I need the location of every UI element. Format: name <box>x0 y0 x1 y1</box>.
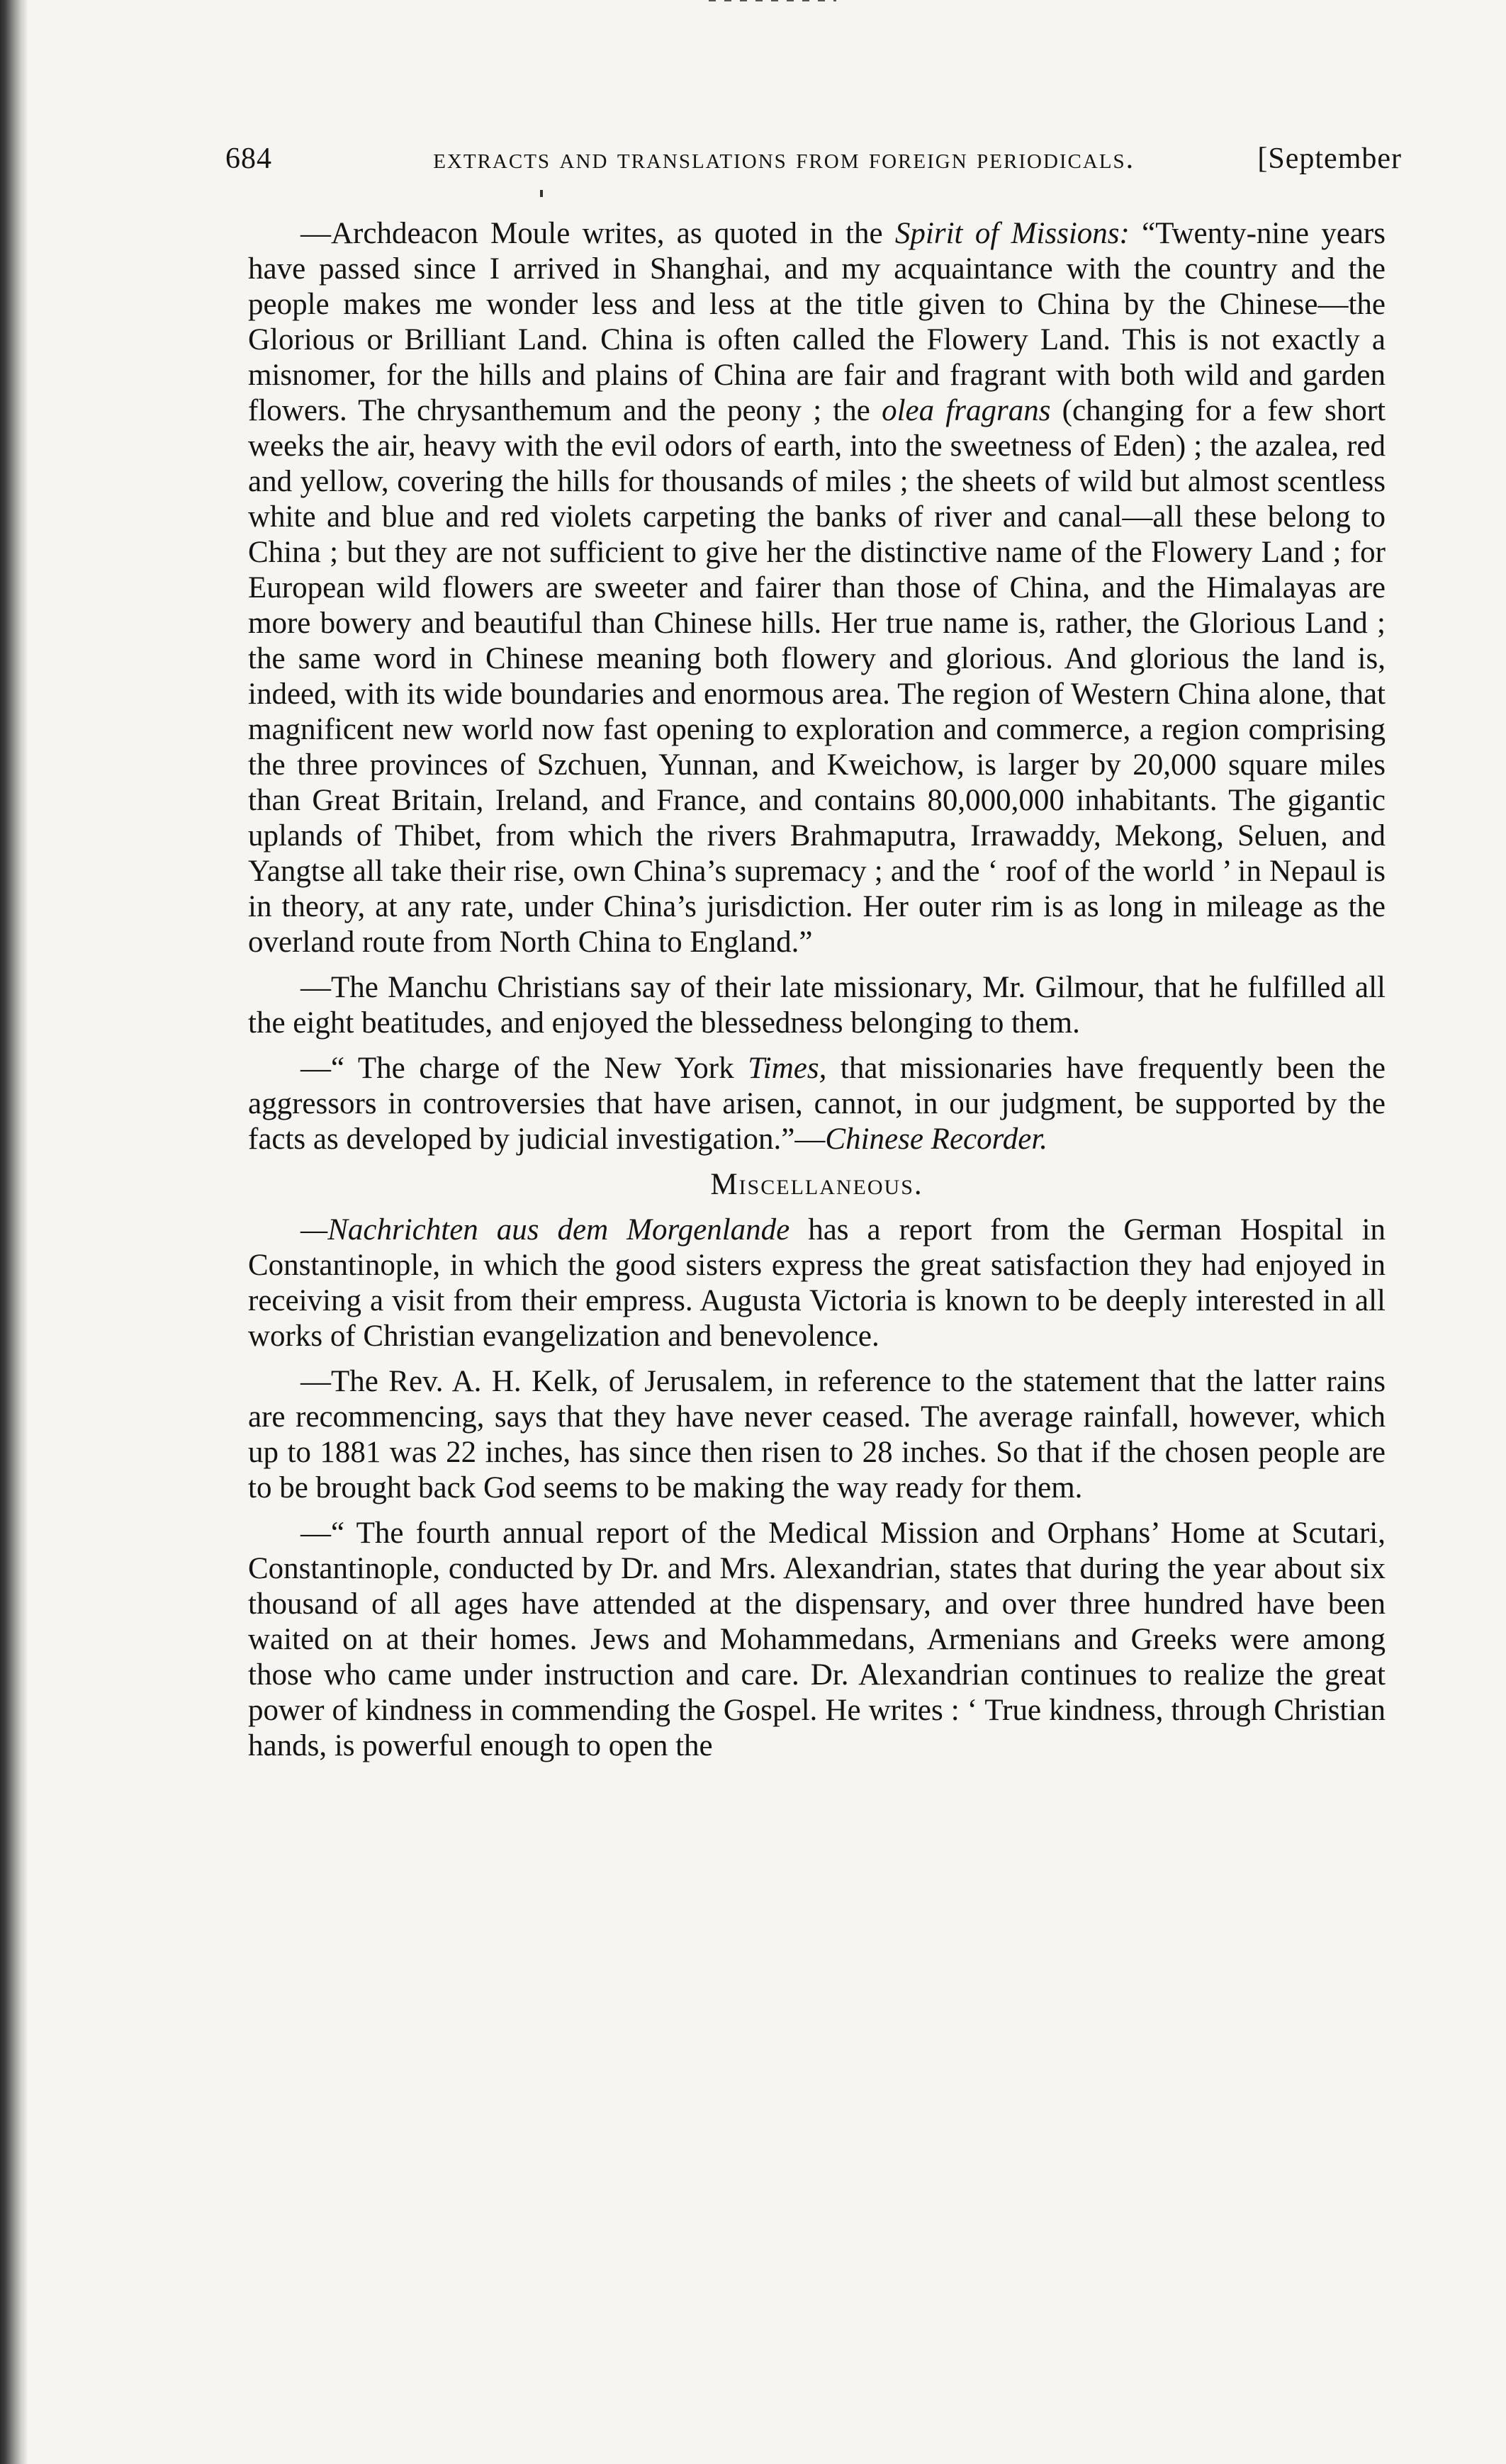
botanical-name: olea fragrans <box>882 394 1051 427</box>
paragraph-manchu <box>248 970 1386 1041</box>
paragraph-scutari <box>248 1516 1386 1764</box>
text-run: —“ The charge of the New York <box>300 1052 748 1085</box>
paragraph-kelk <box>248 1364 1386 1506</box>
source-title: —Nachrichten aus dem Morgenlande <box>300 1213 790 1247</box>
source-title: Chinese Recorder. <box>825 1123 1048 1156</box>
text-run: —“ The fourth annual report of the Medical Mission and Orphans’ Home at Scutari, Constantinople, conducted by Dr. and Mrs. Alexandrian, states that during the year about six thousand of all ages have attended at the dispensary, and over three hundred have been waited on at their homes. Jews and Mohammedans, Armenians and Greeks were among those who came under instruction and care. Dr. Alexandrian continues to realize the great power of kindness in commending the Gospel. He writes : ‘ True kindness, through Christian hands, is powerful enough to open the <box>248 1517 1386 1762</box>
page-body <box>248 216 1386 1774</box>
running-month: [September <box>1257 142 1402 175</box>
text-run: “Twenty-nine years have passed since I arrived in Shanghai, and my acquaintance with the country and the people makes me wonder less and less at the title given to China by the Chinese—the Glorious or Brilliant Land. China is often called the Flowery Land. This is not exactly a misnomer, for the hills and plains of China are fair and fragrant with both wild and garden flowers. The chrysanthemum and the peony ; the <box>248 217 1386 427</box>
text-run: has a report from the German Hospital in Constantinople, in which the good sisters express the great satisfaction they had enjoyed in receiving a visit from their empress. Augusta Victoria is known to be deeply interested in all works of Christian evangelization and benevolence. <box>248 1213 1386 1353</box>
text-run: (changing for a few short weeks the air, heavy with the evil odors of earth, into the sweetness of Eden) ; the azalea, red and yellow, covering the hills for thousands of miles ; the sheets of wild but almost scentless white and blue and red violets carpeting the banks of river and canal—all these belong to China ; but they are not sufficient to give her the distinctive name of the Flowery Land ; for European wild flowers are sweeter and fairer than those of China, and the Himalayas are more bowery and beautiful than Chinese hills. Her true name is, rather, the Glorious Land ; the same word in Chinese meaning both flowery and glorious. And glorious the land is, indeed, with its wide boundaries and enormous area. The region of Western China alone, that magnificent new world now fast opening to exploration and commerce, a region comprising the three provinces of Szchuen, Yunnan, and Kweichow, is larger by 20,000 square miles than Great Britain, Ireland, and France, and contains 80,000,000 inhabitants. The gigantic uplands of Thibet, from which the rivers Brahmaputra, Irrawaddy, Mekong, Seluen, and Yangtse all take their rise, own China’s supremacy ; and the ‘ roof of the world ’ in Nepaul is in theory, at any rate, under China’s jurisdiction. Her outer rim is as long in mileage as the overland route from North China to England.” <box>248 394 1386 959</box>
ink-speck <box>540 190 543 197</box>
text-run: that missionaries have frequently been the aggressors in controversies that have arisen, cannot, in our judgment, be supported by the facts as developed by judicial investigation.”— <box>248 1052 1386 1156</box>
section-heading: Miscellaneous. <box>710 1168 923 1201</box>
paragraph-times <box>248 1051 1386 1157</box>
scan-top-mark <box>709 0 836 1</box>
source-title: Spirit of Missions: <box>894 217 1130 250</box>
text-run: —The Rev. A. H. Kelk, of Jerusalem, in reference to the statement that the latter rains are recommencing, says that they have never ceased. The average rainfall, however, which up to 1881 was 22 inches, has since then risen to 28 inches. So that if the chosen people are to be brought back God seems to be making the way ready for them. <box>248 1365 1386 1504</box>
running-title: extracts and translations from foreign periodicals. <box>433 142 1135 175</box>
paragraph-moule <box>248 216 1386 960</box>
page-number: 684 <box>225 142 272 175</box>
running-header <box>225 142 1402 184</box>
newspaper-title: Times, <box>748 1052 827 1085</box>
paragraph-hospital <box>248 1213 1386 1354</box>
text-run: —The Manchu Christians say of their late missionary, Mr. Gilmour, that he fulfilled all the eight beatitudes, and enjoyed the blessedness belonging to them. <box>248 971 1386 1040</box>
text-run: —Archdeacon Moule writes, as quoted in the <box>300 217 895 250</box>
scan-binding-edge <box>0 0 28 2464</box>
